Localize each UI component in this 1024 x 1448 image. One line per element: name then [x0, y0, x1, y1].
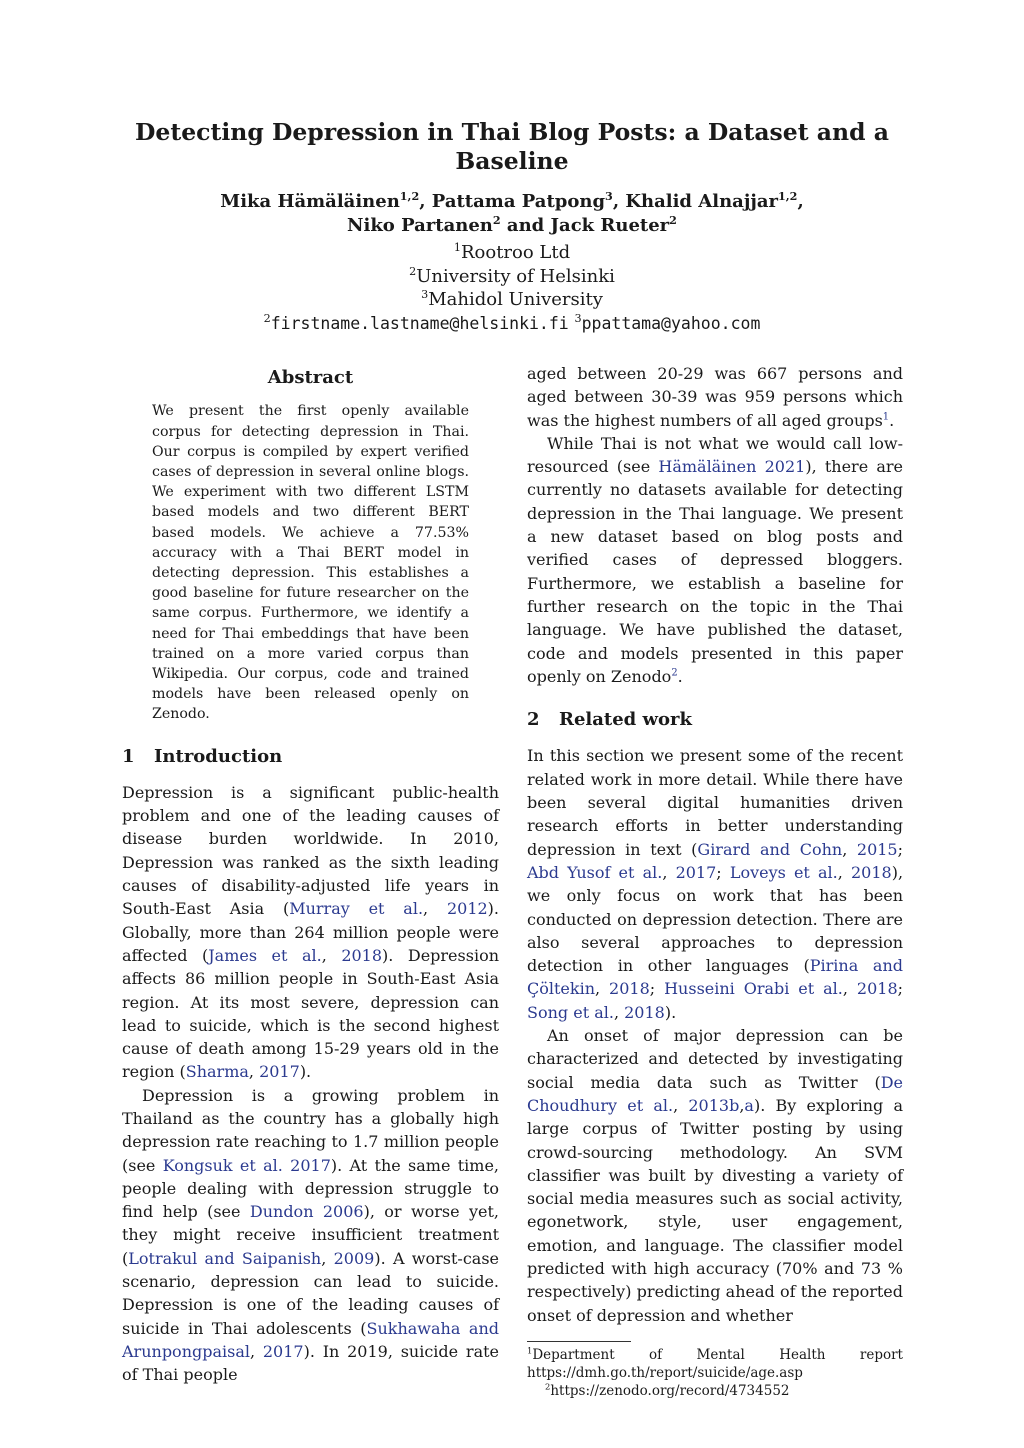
author: Pattama Patpong$^3$ [431, 190, 613, 212]
citation-link[interactable]: 2017 [259, 1062, 300, 1082]
citation-link[interactable]: Lotrakul and Saipanish [128, 1248, 322, 1268]
footnote-url[interactable]: https://zenodo.org/record/4734552 [550, 1382, 790, 1399]
email-address[interactable]: ppattama@yahoo.com [581, 313, 761, 333]
citation-link[interactable]: a [744, 1095, 754, 1115]
footnote [527, 1346, 903, 1382]
citation-link[interactable]: 2012 [446, 899, 488, 919]
email-address[interactable]: firstname.lastname@helsinki.fi [270, 313, 569, 333]
author: Khalid Alnajjar$^{1,2}$ [625, 190, 798, 212]
paragraph: aged between 20-29 was 667 persons and aged between 30-39 was 959 persons which was the highest numbers of all aged groups$^1$. [527, 364, 903, 430]
footnote-marker[interactable]: 1 [882, 411, 890, 423]
paper-title: Detecting Depression in Thai Blog Posts: a Dataset and a Baseline [135, 118, 889, 175]
right-column [527, 362, 903, 1400]
citation-link[interactable]: Hämäläinen 2021 [658, 457, 806, 477]
citation-link[interactable]: Pirina and Çöltekin [527, 956, 903, 999]
footnote-words: $^1$Department of Mental Health report [527, 1345, 903, 1363]
paragraph: An onset of major depression can be characterized and detected by investigating social media data such as Twitter (De Choudhury et al., 2013b,a). By exploring a large corpus of Twitter posting by using crowd-sourcing methodology. An SVM classifier was built by divesting a variety of social media measures such as social activity, egonetwork, style, user engagement, emotion, and language. The classifier model predicted with high accuracy (70% and 73 % respectively) predicting ahead of the reported onset of depression and whether [527, 1026, 903, 1325]
left-column [122, 362, 499, 1387]
citation-link[interactable]: 2017 [262, 1341, 304, 1361]
citation-link[interactable]: Loveys et al. [729, 862, 838, 882]
citation-link[interactable]: James et al. [208, 945, 322, 965]
citation-link[interactable]: Dundon 2006 [249, 1202, 364, 1222]
citation-link[interactable]: 2018 [341, 945, 383, 965]
affiliations [120, 241, 904, 335]
citation-link[interactable]: 2017 [675, 862, 717, 882]
footnote-url[interactable]: https://dmh.go.th/report/suicide/age.asp [527, 1364, 803, 1381]
email-line: $^2$firstname.lastname@helsinki.fi $^3$ppattama@yahoo.com [263, 311, 761, 333]
citation-link[interactable]: Sharma [185, 1062, 249, 1082]
author: Mika Hämäläinen$^{1,2}$ [220, 190, 420, 212]
affiliation: $^2$University of Helsinki [409, 264, 615, 287]
citation-link[interactable]: De Choudhury et al. [527, 1072, 903, 1115]
abstract-heading: Abstract [267, 367, 354, 388]
citation-link[interactable]: 2013b [688, 1095, 740, 1115]
citation-link[interactable]: 2018 [624, 1002, 665, 1022]
footnote: $^2$https://zenodo.org/record/4734552 [545, 1381, 790, 1399]
affiliation: $^1$Rootroo Ltd [453, 241, 571, 263]
citation-link[interactable]: Husseini Orabi et al. [664, 979, 843, 999]
section-heading-introduction: 1 Introduction [122, 745, 283, 767]
citation-link[interactable]: Abd Yusof et al. [527, 862, 663, 882]
author: Niko Partanen$^2$ [347, 214, 501, 236]
footnote-rule [527, 1341, 631, 1342]
citation-link[interactable]: Sukhawaha and Arunpongpaisal [122, 1318, 499, 1361]
paragraph: In this section we present some of the recent related work in more detail. While there have been several digital humanities driven research efforts in better understanding depression in text (Girard and Cohn, 2015; Abd Yusof et al., 2017; Loveys et al., 2018), we only focus on work that has been conducted on depression detection. There are also several approaches to depression detection in other languages (Pirina and Çöltekin, 2018; Husseini Orabi et al., 2018; Song et al., 2018). [527, 746, 904, 1022]
citation-link[interactable]: Girard and Cohn [697, 839, 843, 859]
citation-link[interactable]: 2018 [850, 862, 892, 882]
footnote-marker[interactable]: 2 [671, 667, 678, 679]
citation-link[interactable]: 2018 [856, 979, 898, 999]
paragraph: Depression is a growing problem in Thailand as the country has a globally high depression rate reaching to 1.7 million people (see Kongsuk et al. 2017). At the same time, people dealing with depression struggle to find help (see Dundon 2006), or worse yet, they might receive insufficient treatment (Lotrakul and Saipanish, 2009). A worst-case scenario, depression can lead to suicide. Depression is one of the leading causes of suicide in Thai adolescents (Sukhawaha and Arunpongpaisal, 2017). In 2019, suicide rate of Thai people [122, 1085, 500, 1385]
citation-link[interactable]: Murray et al. [289, 899, 424, 919]
abstract-text: We present the first openly available corpus for detecting depression in Thai. Our corpus is compiled by expert verified cases of depression in several online blogs. We experiment with two different LSTM based models and two different BERT based models. We achieve a 77.53% accuracy with a Thai BERT model in detecting depression. This establishes a good baseline for future researcher on the same corpus. Furthermore, we identify a need for Thai embeddings that have been trained on a more varied corpus than Wikipedia. Our corpus, code and trained models have been released openly on Zenodo. [152, 403, 469, 723]
author-list: Mika Hämäläinen$^{1,2}$, Pattama Patpong$^3$, Khalid Alnajjar$^{1,2}$, Niko Partanen$^2$ and Jack Rueter$^2$ [220, 190, 804, 236]
citation-link[interactable]: 2015 [856, 839, 898, 859]
citation-link[interactable]: Kongsuk et al. 2017 [162, 1155, 331, 1175]
citation-link[interactable]: Song et al. [527, 1002, 614, 1022]
citation-link[interactable]: 2018 [609, 979, 650, 999]
paragraph: Depression is a significant public-health problem and one of the leading causes of disease burden worldwide. In 2010, Depression was ranked as the sixth leading causes of disability-adjusted life years in South-East Asia (Murray et al., 2012). Globally, more than 264 million people were affected (James et al., 2018). Depression affects 86 million people in South-East Asia region. At its most severe, depression can lead to suicide, which is the second highest cause of death among 15-29 years old in the region (Sharma, 2017). [122, 782, 500, 1082]
affiliation: $^3$Mahidol University [421, 288, 603, 310]
section-heading-related-work: 2 Related work [527, 709, 692, 731]
citation-link[interactable]: 2009 [333, 1248, 375, 1268]
paragraph: While Thai is not what we would call low-resourced (see Hämäläinen 2021), there are currently no datasets available for detecting depression in the Thai language. We present a new dataset based on blog posts and verified cases of depressed bloggers. Furthermore, we establish a baseline for further research on the topic in the Thai language. We have published the dataset, code and models presented in this paper openly on Zenodo$^2$. [527, 433, 904, 686]
author: Jack Rueter$^2$ [550, 214, 677, 236]
